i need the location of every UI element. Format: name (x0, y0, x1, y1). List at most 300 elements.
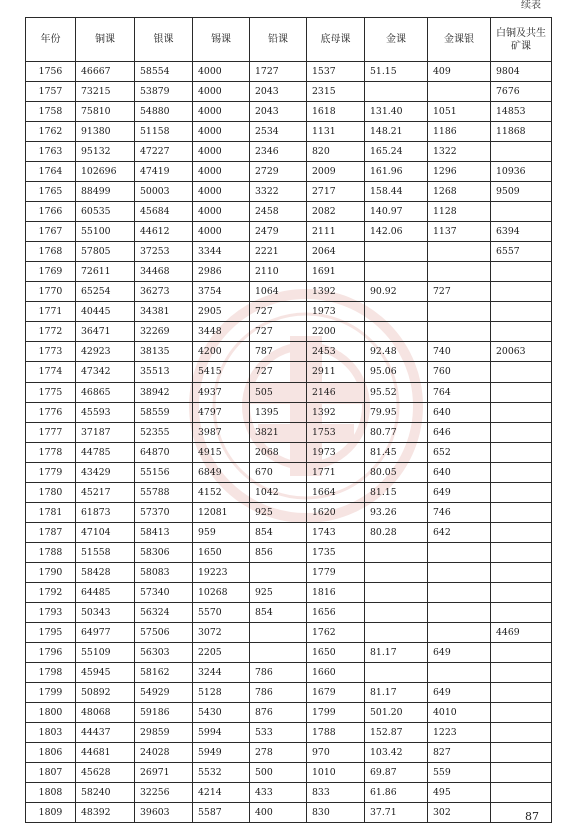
table-cell: 5532 (193, 763, 250, 783)
year-cell: 1803 (26, 723, 76, 743)
table-cell: 140.97 (365, 202, 428, 222)
table-cell: 1656 (307, 602, 365, 622)
table-cell: 58240 (76, 783, 135, 803)
table-cell: 36471 (76, 322, 135, 342)
year-cell: 1787 (26, 522, 76, 542)
table-cell: 80.28 (365, 522, 428, 542)
table-cell: 4469 (491, 622, 552, 642)
table-cell: 34468 (135, 262, 193, 282)
table-cell: 81.17 (365, 642, 428, 662)
table-cell (491, 502, 552, 522)
data-table (25, 17, 552, 823)
table-cell: 44612 (135, 222, 193, 242)
table-cell: 55109 (76, 642, 135, 662)
table-cell: 1131 (307, 122, 365, 142)
table-cell: 2200 (307, 322, 365, 342)
table-cell: 81.17 (365, 682, 428, 702)
table-cell: 14853 (491, 102, 552, 122)
page-number: 87 (525, 810, 539, 823)
table-cell (491, 582, 552, 602)
table-cell: 1788 (307, 723, 365, 743)
table-cell: 2479 (250, 222, 307, 242)
table-row (26, 242, 552, 262)
table-cell: 6849 (193, 462, 250, 482)
table-cell (491, 362, 552, 382)
table-cell: 925 (250, 582, 307, 602)
table-cell: 830 (307, 803, 365, 823)
year-cell: 1799 (26, 682, 76, 702)
column-header: 铅课 (250, 18, 307, 62)
column-header: 金课 (365, 18, 428, 62)
table-cell: 26971 (135, 763, 193, 783)
table-cell: 501.20 (365, 703, 428, 723)
table-cell (428, 622, 491, 642)
table-cell: 2315 (307, 82, 365, 102)
table-cell: 2346 (250, 142, 307, 162)
table-cell: 500 (250, 763, 307, 783)
table-cell: 740 (428, 342, 491, 362)
table-cell: 4000 (193, 82, 250, 102)
table-cell (250, 562, 307, 582)
table-cell: 764 (428, 382, 491, 402)
table-cell (491, 763, 552, 783)
table-cell: 1762 (307, 622, 365, 642)
table-row (26, 302, 552, 322)
table-cell: 152.87 (365, 723, 428, 743)
table-row (26, 422, 552, 442)
table-cell: 495 (428, 783, 491, 803)
table-row (26, 442, 552, 462)
year-cell: 1766 (26, 202, 76, 222)
table-cell (428, 262, 491, 282)
table-cell: 58559 (135, 402, 193, 422)
table-cell: 142.06 (365, 222, 428, 242)
year-cell: 1771 (26, 302, 76, 322)
table-row (26, 202, 552, 222)
table-row (26, 342, 552, 362)
table-cell: 3244 (193, 662, 250, 682)
table-cell (365, 322, 428, 342)
table-cell: 3072 (193, 622, 250, 642)
year-cell: 1776 (26, 402, 76, 422)
column-header: 白铜及共生矿课 (491, 18, 552, 62)
table-cell: 670 (250, 462, 307, 482)
table-cell: 4214 (193, 783, 250, 803)
continued-table-label: 续表 (521, 0, 541, 11)
table-body (26, 62, 552, 823)
table-cell: 39603 (135, 803, 193, 823)
table-cell: 925 (250, 502, 307, 522)
table-cell: 2458 (250, 202, 307, 222)
table-cell: 44437 (76, 723, 135, 743)
table-row (26, 282, 552, 302)
table-cell: 1735 (307, 542, 365, 562)
table-row (26, 82, 552, 102)
table-cell: 59186 (135, 703, 193, 723)
table-cell (428, 562, 491, 582)
year-cell: 1762 (26, 122, 76, 142)
table-cell: 88499 (76, 182, 135, 202)
table-cell (491, 282, 552, 302)
year-cell: 1772 (26, 322, 76, 342)
table-cell: 2068 (250, 442, 307, 462)
table-cell: 52355 (135, 422, 193, 442)
table-cell: 2043 (250, 102, 307, 122)
table-cell: 37187 (76, 422, 135, 442)
table-cell: 5128 (193, 682, 250, 702)
table-cell (365, 662, 428, 682)
table-cell: 102696 (76, 162, 135, 182)
table-cell: 1395 (250, 402, 307, 422)
table-cell: 1322 (428, 142, 491, 162)
table-cell: 400 (250, 803, 307, 823)
table-row (26, 62, 552, 82)
table-cell: 4915 (193, 442, 250, 462)
table-cell: 727 (428, 282, 491, 302)
table-cell (365, 622, 428, 642)
table-cell (491, 602, 552, 622)
column-header: 年份 (26, 18, 76, 62)
table-cell: 1679 (307, 682, 365, 702)
table-cell: 854 (250, 602, 307, 622)
table-cell: 409 (428, 62, 491, 82)
year-cell: 1763 (26, 142, 76, 162)
table-cell: 959 (193, 522, 250, 542)
table-cell: 786 (250, 682, 307, 702)
table-cell (428, 302, 491, 322)
table-cell: 1660 (307, 662, 365, 682)
table-cell: 46667 (76, 62, 135, 82)
table-cell: 3322 (250, 182, 307, 202)
table-cell (491, 522, 552, 542)
table-cell: 10936 (491, 162, 552, 182)
table-cell: 5570 (193, 602, 250, 622)
table-row (26, 783, 552, 803)
year-cell: 1780 (26, 482, 76, 502)
table-cell: 73215 (76, 82, 135, 102)
table-cell: 38942 (135, 382, 193, 402)
table-cell: 2043 (250, 82, 307, 102)
table-cell: 649 (428, 682, 491, 702)
table-cell: 1618 (307, 102, 365, 122)
table-cell (365, 582, 428, 602)
table-cell: 1392 (307, 402, 365, 422)
year-cell: 1806 (26, 743, 76, 763)
table-cell: 81.15 (365, 482, 428, 502)
table-cell: 433 (250, 783, 307, 803)
table-row (26, 582, 552, 602)
table-cell (250, 622, 307, 642)
table-cell: 820 (307, 142, 365, 162)
table-cell: 44681 (76, 743, 135, 763)
year-cell: 1764 (26, 162, 76, 182)
table-cell (491, 142, 552, 162)
year-cell: 1807 (26, 763, 76, 783)
table-cell (491, 322, 552, 342)
table-cell: 1816 (307, 582, 365, 602)
table-cell: 20063 (491, 342, 552, 362)
table-row (26, 382, 552, 402)
year-cell: 1796 (26, 642, 76, 662)
table-cell: 57340 (135, 582, 193, 602)
table-cell: 34381 (135, 302, 193, 322)
table-row (26, 622, 552, 642)
table-cell: 45684 (135, 202, 193, 222)
table-cell: 1771 (307, 462, 365, 482)
table-cell: 1042 (250, 482, 307, 502)
table-cell: 649 (428, 482, 491, 502)
year-cell: 1808 (26, 783, 76, 803)
table-cell: 37.71 (365, 803, 428, 823)
table-cell: 1691 (307, 262, 365, 282)
table-cell: 302 (428, 803, 491, 823)
table-cell (365, 262, 428, 282)
table-cell: 48068 (76, 703, 135, 723)
table-cell: 65254 (76, 282, 135, 302)
table-cell: 45593 (76, 402, 135, 422)
table-cell (428, 582, 491, 602)
table-cell: 1051 (428, 102, 491, 122)
table-cell: 47104 (76, 522, 135, 542)
table-cell: 6394 (491, 222, 552, 242)
table-cell: 505 (250, 382, 307, 402)
table-cell: 727 (250, 302, 307, 322)
year-cell: 1774 (26, 362, 76, 382)
table-cell: 50003 (135, 182, 193, 202)
column-header: 锡课 (193, 18, 250, 62)
table-cell (491, 262, 552, 282)
table-cell: 2110 (250, 262, 307, 282)
column-header: 底母课 (307, 18, 365, 62)
table-row (26, 462, 552, 482)
table-cell: 42923 (76, 342, 135, 362)
table-cell: 3821 (250, 422, 307, 442)
table-row (26, 803, 552, 823)
table-cell (428, 662, 491, 682)
table-cell: 4200 (193, 342, 250, 362)
table-row (26, 703, 552, 723)
table-row (26, 662, 552, 682)
table-cell (365, 562, 428, 582)
table-cell: 833 (307, 783, 365, 803)
table-cell: 6557 (491, 242, 552, 262)
table-row (26, 682, 552, 702)
table-cell: 786 (250, 662, 307, 682)
column-header: 金课银 (428, 18, 491, 62)
year-cell: 1788 (26, 542, 76, 562)
table-cell: 56303 (135, 642, 193, 662)
table-cell: 970 (307, 743, 365, 763)
table-cell (491, 382, 552, 402)
table-cell: 2729 (250, 162, 307, 182)
table-row (26, 743, 552, 763)
table-cell: 4000 (193, 122, 250, 142)
table-cell: 45945 (76, 662, 135, 682)
table-row (26, 562, 552, 582)
table-cell: 1727 (250, 62, 307, 82)
table-row (26, 102, 552, 122)
table-cell: 165.24 (365, 142, 428, 162)
table-row (26, 402, 552, 422)
table-cell (428, 322, 491, 342)
table-cell: 1137 (428, 222, 491, 242)
table-row (26, 602, 552, 622)
table-cell: 533 (250, 723, 307, 743)
table-cell: 55100 (76, 222, 135, 242)
table-cell: 92.48 (365, 342, 428, 362)
table-cell (491, 442, 552, 462)
table-row (26, 502, 552, 522)
year-cell: 1769 (26, 262, 76, 282)
year-cell: 1790 (26, 562, 76, 582)
table-header-row (26, 18, 552, 62)
table-cell: 50343 (76, 602, 135, 622)
table-cell: 727 (250, 362, 307, 382)
table-cell: 24028 (135, 743, 193, 763)
table-cell (491, 542, 552, 562)
table-cell: 40445 (76, 302, 135, 322)
table-cell: 57370 (135, 502, 193, 522)
table-cell (365, 542, 428, 562)
table-cell (491, 642, 552, 662)
year-cell: 1792 (26, 582, 76, 602)
table-cell: 47227 (135, 142, 193, 162)
table-cell: 646 (428, 422, 491, 442)
table-cell: 278 (250, 743, 307, 763)
table-cell (491, 783, 552, 803)
year-cell: 1777 (26, 422, 76, 442)
table-cell: 58083 (135, 562, 193, 582)
table-cell: 57506 (135, 622, 193, 642)
table-cell: 1799 (307, 703, 365, 723)
table-cell: 2911 (307, 362, 365, 382)
table-cell: 4010 (428, 703, 491, 723)
table-cell: 5949 (193, 743, 250, 763)
table-cell: 19223 (193, 562, 250, 582)
table-cell: 5430 (193, 703, 250, 723)
table-cell: 1973 (307, 442, 365, 462)
table-cell: 54880 (135, 102, 193, 122)
table-cell: 827 (428, 743, 491, 763)
table-cell: 856 (250, 542, 307, 562)
table-cell: 4000 (193, 142, 250, 162)
table-cell: 1650 (307, 642, 365, 662)
table-cell (428, 602, 491, 622)
table-cell: 46865 (76, 382, 135, 402)
year-cell: 1778 (26, 442, 76, 462)
table-cell: 2986 (193, 262, 250, 282)
table-cell (491, 662, 552, 682)
table-cell: 854 (250, 522, 307, 542)
table-cell (365, 602, 428, 622)
year-cell: 1793 (26, 602, 76, 622)
table-cell: 2146 (307, 382, 365, 402)
year-cell: 1765 (26, 182, 76, 202)
table-cell: 37253 (135, 242, 193, 262)
table-row (26, 642, 552, 662)
table-cell: 61873 (76, 502, 135, 522)
table-cell: 58413 (135, 522, 193, 542)
table-cell: 11868 (491, 122, 552, 142)
table-cell: 2905 (193, 302, 250, 322)
table-cell: 760 (428, 362, 491, 382)
table-cell: 4937 (193, 382, 250, 402)
table-row (26, 522, 552, 542)
table-cell: 56324 (135, 602, 193, 622)
table-cell: 38135 (135, 342, 193, 362)
table-cell: 161.96 (365, 162, 428, 182)
table-row (26, 322, 552, 342)
table-cell: 44785 (76, 442, 135, 462)
year-cell: 1781 (26, 502, 76, 522)
table-cell: 2205 (193, 642, 250, 662)
year-cell: 1795 (26, 622, 76, 642)
table-row (26, 122, 552, 142)
table-cell (491, 723, 552, 743)
table-cell: 5994 (193, 723, 250, 743)
table-cell: 1064 (250, 282, 307, 302)
table-cell: 90.92 (365, 282, 428, 302)
table-cell: 45628 (76, 763, 135, 783)
table-cell (365, 302, 428, 322)
table-cell: 5587 (193, 803, 250, 823)
table-cell: 61.86 (365, 783, 428, 803)
table-cell (491, 422, 552, 442)
table-cell: 1650 (193, 542, 250, 562)
table-cell (491, 482, 552, 502)
table-cell: 4152 (193, 482, 250, 502)
table-cell: 93.26 (365, 502, 428, 522)
year-cell: 1800 (26, 703, 76, 723)
table-cell: 64870 (135, 442, 193, 462)
table-cell: 1664 (307, 482, 365, 502)
year-cell: 1779 (26, 462, 76, 482)
table-cell (491, 682, 552, 702)
table-cell: 148.21 (365, 122, 428, 142)
table-cell: 2453 (307, 342, 365, 362)
table-cell (491, 703, 552, 723)
table-cell (428, 242, 491, 262)
table-cell: 876 (250, 703, 307, 723)
table-cell: 48392 (76, 803, 135, 823)
year-cell: 1809 (26, 803, 76, 823)
table-cell (491, 803, 552, 823)
table-cell: 29859 (135, 723, 193, 743)
table-cell: 1973 (307, 302, 365, 322)
table-cell: 57805 (76, 242, 135, 262)
table-cell: 81.45 (365, 442, 428, 462)
table-cell: 12081 (193, 502, 250, 522)
table-cell: 1620 (307, 502, 365, 522)
table-cell: 80.77 (365, 422, 428, 442)
table-cell: 4000 (193, 162, 250, 182)
table-cell: 32256 (135, 783, 193, 803)
table-cell (491, 202, 552, 222)
table-cell: 58306 (135, 542, 193, 562)
table-cell: 35513 (135, 362, 193, 382)
table-cell: 3754 (193, 282, 250, 302)
table-cell: 95.06 (365, 362, 428, 382)
table-cell: 1010 (307, 763, 365, 783)
table-cell: 727 (250, 322, 307, 342)
table-cell: 2717 (307, 182, 365, 202)
table-cell: 3448 (193, 322, 250, 342)
table-cell: 79.95 (365, 402, 428, 422)
table-cell: 51158 (135, 122, 193, 142)
year-cell: 1768 (26, 242, 76, 262)
table-cell: 43429 (76, 462, 135, 482)
table-cell: 58162 (135, 662, 193, 682)
